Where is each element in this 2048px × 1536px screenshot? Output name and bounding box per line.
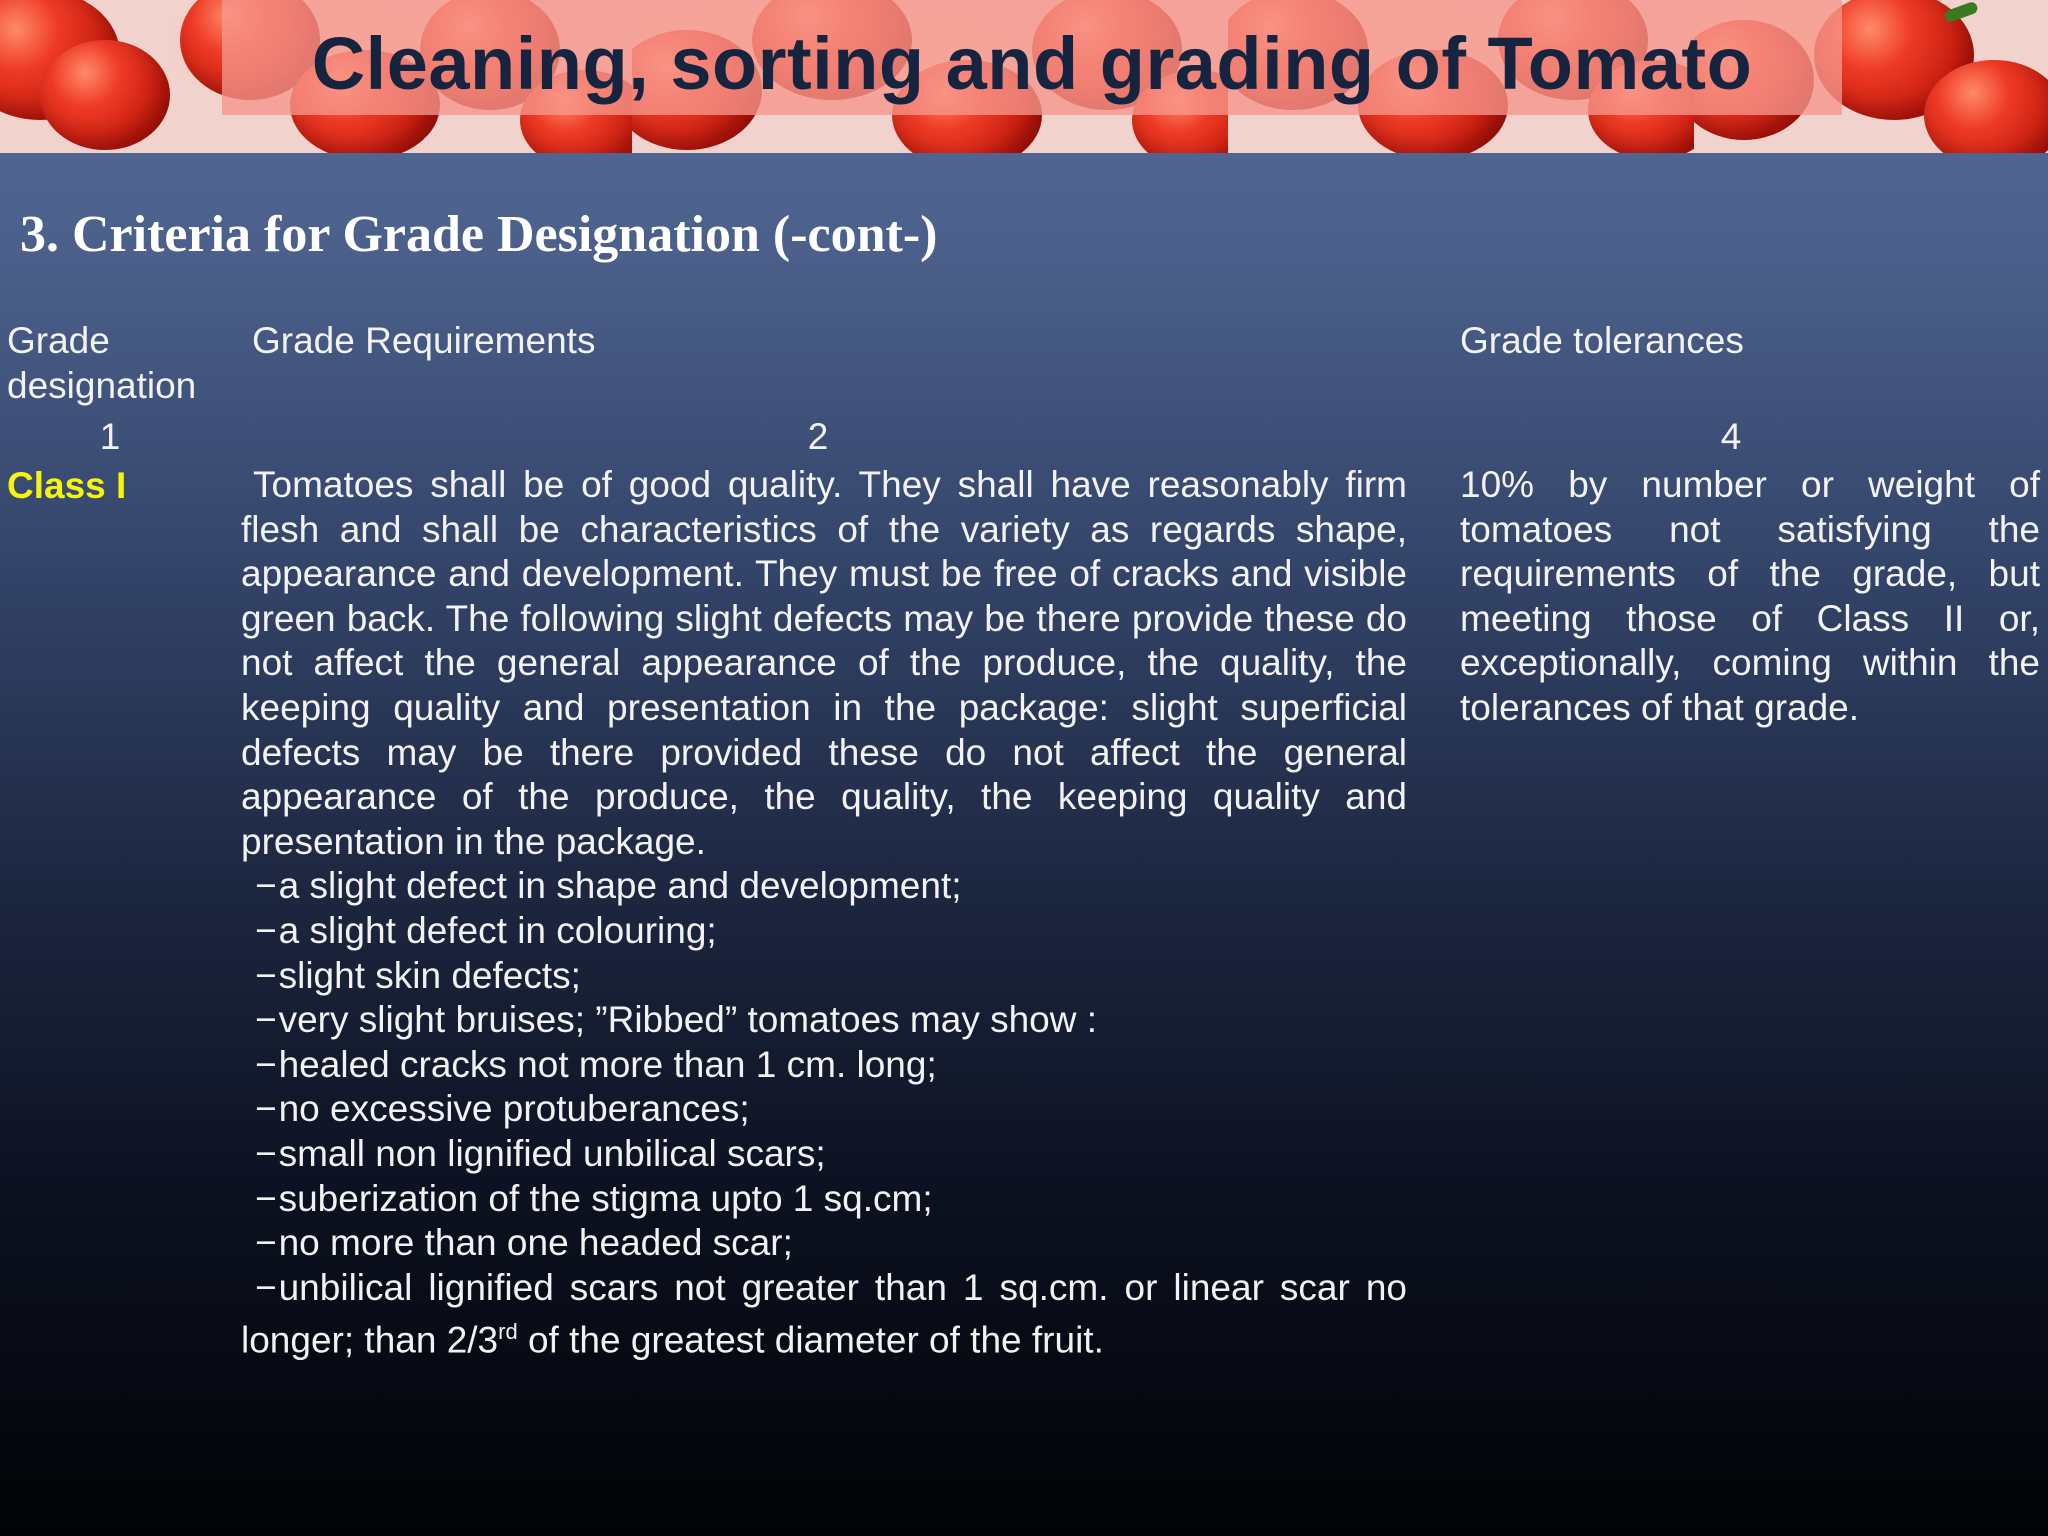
list-item: −healed cracks not more than 1 cm. long; — [255, 1043, 937, 1085]
list-item: −no more than one headed scar; — [255, 1222, 793, 1264]
requirements-paragraph: Tomatoes shall be of good quality. They shall have reasonably firm flesh and shall be characteristics of the variety as regards shape, appearance and development. They must be free of cracks and visible green back. The following slight defects may be there provide these do not affect the general appearance of the produce, the quality, the keeping quality and presentation in the package: slight superficial defects may be there provided these do not affect the general appearance of the produce, the quality, the keeping quality and presentation in the package. — [241, 464, 1407, 862]
column-number: 2 — [807, 416, 829, 457]
column-header-grade-tolerances: Grade tolerances — [1460, 320, 1744, 361]
page-title: Cleaning, sorting and grading of Tomato — [311, 22, 1753, 105]
column-header-grade-designation: Grade designation — [7, 320, 197, 406]
list-item: −slight skin defects; — [255, 954, 581, 996]
section-heading: 3. Criteria for Grade Designation (-cont-) — [20, 206, 938, 263]
grade-label-class-i: Class I — [7, 465, 127, 506]
defect-list — [241, 864, 1407, 1363]
column-header-grade-requirements: Grade Requirements — [252, 320, 596, 361]
list-item: −suberization of the stigma upto 1 sq.cm; — [255, 1177, 933, 1219]
tomato-photo-tile — [0, 0, 170, 153]
list-item: −small non lignified unbilical scars; — [255, 1132, 826, 1174]
grade-requirements-cell — [241, 463, 1407, 1363]
grade-tolerance-cell: 10% by number or weight of tomatoes not satisfying the requirements of the grade, but meeting those of Class II or, exceptionally, coming within the tolerances of that grade. — [1460, 464, 2040, 728]
list-item: −a slight defect in shape and development; — [255, 865, 962, 907]
column-number: 4 — [1720, 416, 1742, 457]
list-item: −very slight bruises; ”Ribbed” tomatoes may show : — [255, 999, 1098, 1041]
column-number: 1 — [99, 416, 121, 457]
list-item: −unbilical lignified scars not greater than 1 sq.cm. or linear scar no longer; than 2/3rd of the greatest diameter of the fruit. — [241, 1266, 1407, 1361]
list-item: −a slight defect in colouring; — [255, 909, 717, 951]
header-banner — [0, 0, 2048, 153]
list-item: −no excessive protuberances; — [255, 1088, 750, 1130]
